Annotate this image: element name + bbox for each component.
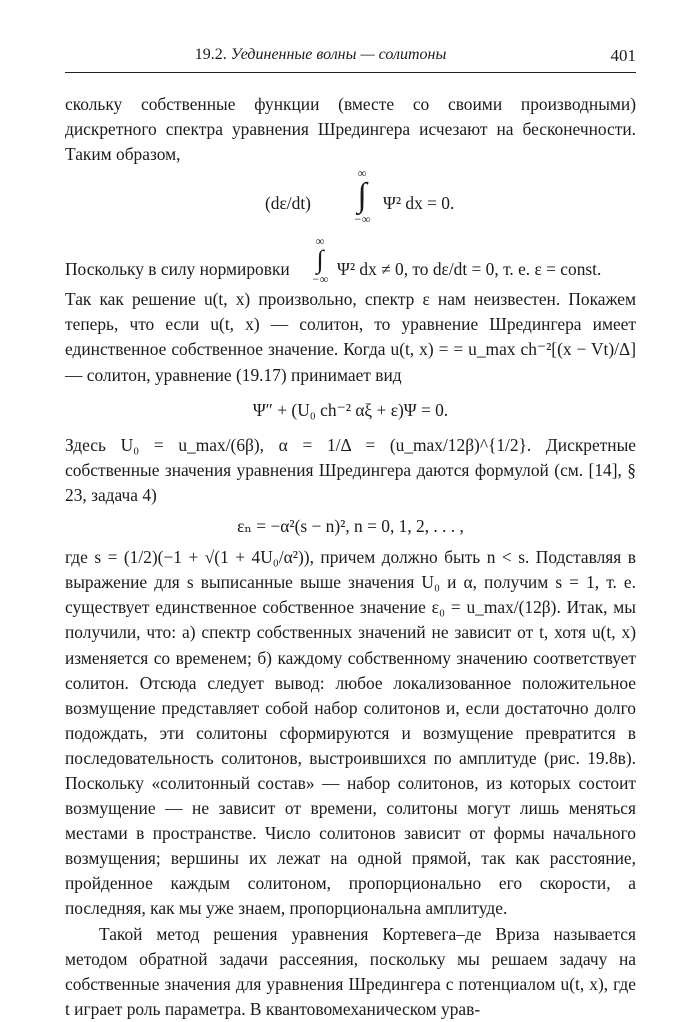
eq1-left: (dε/dt) bbox=[265, 193, 311, 214]
inline-integral: ∞ ∫ −∞ bbox=[311, 234, 329, 287]
section-title: Уединенные волны — солитоны bbox=[230, 46, 447, 63]
paragraph-6: Такой метод решения уравнения Кортевега–де Вриза называется методом обратной задачи рассеяния, поскольку мы решаем задачу на собственные значения для уравнения Шредингера с потенциалом u(t, x), где t играет роль параметра. В квантовомеханическом урав- bbox=[65, 923, 636, 1019]
paragraph-5: где s = (1/2)(−1 + √(1 + 4U₀/α²)), причем должно быть n < s. Подставляя в выражение для s выписанные выше значения U₀ и α, получим s = 1, т. е. существует единственное собственное значение ε₀ = u_max/(12β). Итак, мы получили, что: а) спектр собственных значений не зависит от t, хотя u(t, x) изменяется со временем; б) каждому собственному значению соответствует солитон. Отсюда следует вывод: любое локализованное положительное возмущение представляет собой набор солитонов и, если достаточно долго подождать, эти солитоны сформируются и возмущение превратится в последовательность солитонов, выстроившихся по амплитуде (рис. 19.8в). Поскольку «солитонный состав» — набор солитонов, из которых состоит возмущение — не зависит от времени, солитоны могут лишь меняться местами в пространстве. Число солитонов зависит от формы начального возмущения; вершины их лежат на одной прямой, так как расстояние, пройденное каждым солитоном, пропорционально его скорости, а последняя, как мы уже знаем, пропорциональна амплитуде. bbox=[65, 547, 636, 919]
page-number: 401 bbox=[610, 46, 636, 65]
p2-tail: Ψ² dx ≠ 0, то dε/dt = 0, т. е. ε = const. bbox=[337, 259, 602, 280]
integral-sign: ∞ ∫ −∞ bbox=[347, 167, 377, 225]
paragraph-3: Так как решение u(t, x) произвольно, спектр ε нам неизвестен. Покажем теперь, что если u(t, x) — солитон, то уравнение Шредингера имеет единственное собственное значение. Когда u(t, x) = = u_max ch⁻²[(x − Vt)/Δ] — солитон, уравнение (19.17) принимает вид bbox=[65, 289, 636, 385]
lower-limit: −∞ bbox=[353, 212, 371, 227]
section-number: 19.2. bbox=[194, 46, 227, 63]
paragraph-1: скольку собственные функции (вместе со своими производными) дискретного спектра уравнения Шредингера исчезают на бесконечности. Таким образом, bbox=[65, 94, 636, 165]
running-header bbox=[65, 46, 636, 73]
paragraph-2 bbox=[65, 234, 636, 287]
upper-limit: ∞ bbox=[357, 166, 367, 181]
equation-eigenvalues: εₙ = −α²(s − n)², n = 0, 1, 2, . . . , bbox=[237, 516, 464, 537]
eq1-right: Ψ² dx = 0. bbox=[383, 193, 455, 214]
page-body bbox=[65, 92, 636, 1022]
running-title bbox=[65, 46, 576, 64]
p2-lead: Поскольку в силу нормировки bbox=[65, 259, 290, 280]
equation-energy-derivative bbox=[65, 167, 636, 243]
paragraph-4: Здесь U₀ = u_max/(6β), α = 1/Δ = (u_max/12β)^{1/2}. Дискретные собственные значения уравнения Шредингера даются формулой (см. [14], § 23, задача 4) bbox=[65, 434, 636, 505]
equation-schrodinger: Ψ″ + (U₀ ch⁻² αξ + ε)Ψ = 0. bbox=[252, 399, 449, 420]
